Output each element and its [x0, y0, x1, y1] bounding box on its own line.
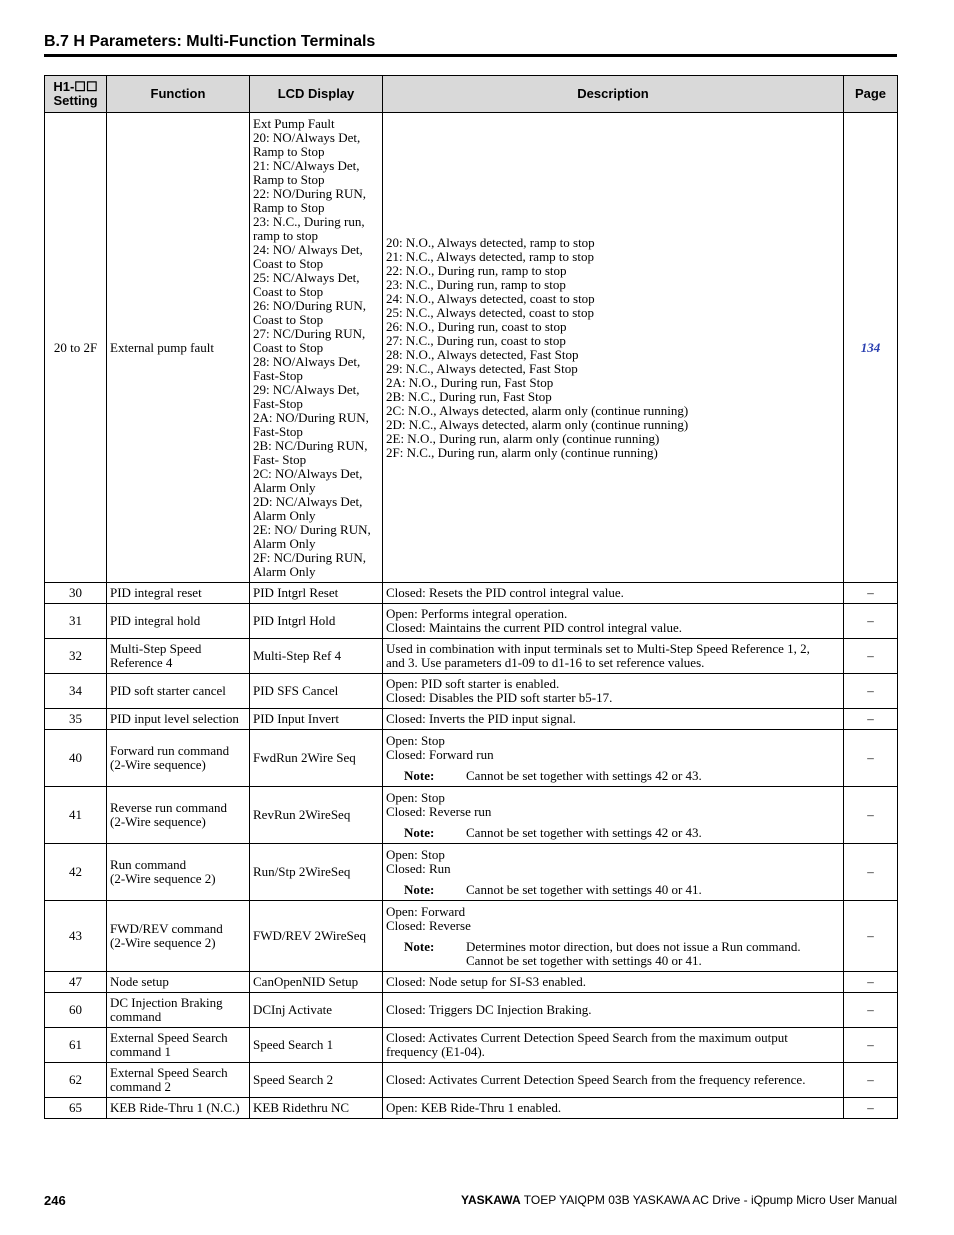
lcd-display-line: Coast to Stop [253, 255, 324, 271]
description-line: 29: N.C., Always detected, Fast Stop [386, 360, 578, 376]
note-block [386, 940, 840, 968]
page-cell: – [844, 787, 898, 844]
lcd-display-line: PID SFS Cancel [253, 683, 339, 698]
description-line: Open: Forward [386, 903, 466, 919]
page-cell: – [844, 583, 898, 604]
setting-cell: 32 [45, 639, 107, 674]
title-rule [44, 54, 897, 57]
table-row [45, 787, 898, 844]
table-row [45, 1063, 898, 1098]
description-line: Closed: Forward run [386, 746, 494, 762]
description-line: Closed: Reverse [386, 917, 471, 933]
lcd-display-cell [250, 604, 383, 639]
function-line: FWD/REV command [110, 921, 223, 936]
header-setting-line-2: Setting [53, 93, 98, 108]
table-row [45, 639, 898, 674]
description-cell [383, 993, 844, 1028]
lcd-display-cell [250, 1098, 383, 1119]
function-cell [107, 1063, 250, 1098]
lcd-display-line: PID Intgrl Reset [253, 585, 339, 600]
description-cell [383, 674, 844, 709]
function-line: (2-Wire sequence) [110, 757, 206, 772]
description-line: frequency (E1-04). [386, 1044, 485, 1059]
setting-cell: 31 [45, 604, 107, 639]
setting-cell: 42 [45, 844, 107, 901]
lcd-display-line: 20: NO/Always Det, [253, 129, 361, 145]
page-cell: – [844, 972, 898, 993]
lcd-display-line: FWD/REV 2WireSeq [253, 928, 366, 943]
function-line: (2-Wire sequence 2) [110, 935, 216, 950]
table-row [45, 844, 898, 901]
header-page: Page [844, 76, 898, 113]
note-label: Note: [404, 938, 435, 954]
description-cell [383, 583, 844, 604]
function-cell [107, 1028, 250, 1063]
description-line: Closed: Node setup for SI-S3 enabled. [386, 974, 587, 989]
note-label: Note: [404, 881, 435, 897]
function-line: Forward run command [110, 743, 230, 758]
setting-cell: 35 [45, 709, 107, 730]
lcd-display-line: 25: NC/Always Det, [253, 269, 360, 285]
description-cell [383, 113, 844, 583]
lcd-display-line: Alarm Only [253, 507, 316, 523]
description-line: 2C: N.O., Always detected, alarm only (continue running) [386, 402, 689, 418]
setting-cell: 60 [45, 993, 107, 1028]
lcd-display-line: 21: NC/Always Det, [253, 157, 360, 173]
lcd-display-line: Ramp to Stop [253, 199, 325, 215]
note-text [466, 940, 840, 968]
lcd-display-line: Alarm Only [253, 563, 316, 579]
description-cell [383, 901, 844, 972]
lcd-display-line: Coast to Stop [253, 339, 324, 355]
lcd-display-cell [250, 1028, 383, 1063]
function-line: Run command [110, 857, 187, 872]
table-row [45, 972, 898, 993]
description-cell [383, 639, 844, 674]
setting-cell: 40 [45, 730, 107, 787]
note-label: Note: [404, 824, 435, 840]
description-cell [383, 1098, 844, 1119]
lcd-display-line: Fast-Stop [253, 423, 303, 439]
description-line: Open: Stop [386, 789, 445, 805]
table-row [45, 1028, 898, 1063]
page-cell: – [844, 639, 898, 674]
function-line: command 2 [110, 1079, 172, 1094]
lcd-display-cell [250, 639, 383, 674]
parameter-table [44, 75, 898, 1119]
page-cell: – [844, 1028, 898, 1063]
function-line: External pump fault [110, 339, 214, 355]
note-block [386, 826, 840, 840]
description-line: Closed: Resets the PID control integral value. [386, 585, 624, 600]
lcd-display-line: KEB Ridethru NC [253, 1100, 350, 1115]
lcd-display-line: FwdRun 2Wire Seq [253, 750, 356, 765]
function-cell [107, 972, 250, 993]
description-line: 2B: N.C., During run, Fast Stop [386, 388, 552, 404]
lcd-display-line: 2F: NC/During RUN, [253, 549, 367, 565]
lcd-display-line: DCInj Activate [253, 1002, 333, 1017]
lcd-display-cell [250, 583, 383, 604]
description-cell [383, 730, 844, 787]
description-line: 21: N.C., Always detected, ramp to stop [386, 248, 594, 264]
lcd-display-line: Coast to Stop [253, 311, 324, 327]
table-row [45, 993, 898, 1028]
function-cell [107, 901, 250, 972]
lcd-display-line: 2A: NO/During RUN, [253, 409, 369, 425]
header-function: Function [107, 76, 250, 113]
lcd-display-line: 22: NO/During RUN, [253, 185, 367, 201]
function-line: External Speed Search [110, 1065, 228, 1080]
lcd-display-line: Alarm Only [253, 535, 316, 551]
function-cell [107, 639, 250, 674]
function-cell [107, 1098, 250, 1119]
table-row [45, 604, 898, 639]
setting-cell: 34 [45, 674, 107, 709]
page-cell: – [844, 1063, 898, 1098]
function-line: PID integral hold [110, 613, 201, 628]
lcd-display-line: Speed Search 2 [253, 1072, 334, 1087]
note-block [386, 769, 840, 783]
function-line: DC Injection Braking [110, 995, 223, 1010]
description-cell [383, 787, 844, 844]
lcd-display-line: Fast-Stop [253, 395, 303, 411]
setting-cell: 30 [45, 583, 107, 604]
lcd-display-cell [250, 787, 383, 844]
function-cell [107, 787, 250, 844]
function-cell [107, 674, 250, 709]
description-line: 2A: N.O., During run, Fast Stop [386, 374, 554, 390]
note-block [386, 883, 840, 897]
function-line: (2-Wire sequence) [110, 814, 206, 829]
page-cell: – [844, 709, 898, 730]
lcd-display-line: Ramp to Stop [253, 171, 325, 187]
lcd-display-cell [250, 901, 383, 972]
header-setting-line-1: H1-☐☐ [53, 79, 98, 94]
table-row [45, 674, 898, 709]
page-cell: – [844, 844, 898, 901]
setting-cell: 43 [45, 901, 107, 972]
description-line: Closed: Disables the PID soft starter b5-17. [386, 690, 613, 705]
lcd-display-cell [250, 674, 383, 709]
function-line: External Speed Search [110, 1030, 228, 1045]
header-setting [45, 76, 107, 113]
function-line: (2-Wire sequence 2) [110, 871, 216, 886]
lcd-display-cell [250, 1063, 383, 1098]
page-cell: – [844, 730, 898, 787]
function-cell [107, 844, 250, 901]
page-cell: – [844, 1098, 898, 1119]
section-title: B.7 H Parameters: Multi-Function Terminals [44, 33, 376, 50]
description-line: 2F: N.C., During run, alarm only (continue running) [386, 444, 658, 460]
lcd-display-line: Fast-Stop [253, 367, 303, 383]
setting-cell: 20 to 2F [45, 113, 107, 583]
note-line: Cannot be set together with settings 42 or 43. [466, 767, 702, 783]
setting-cell: 61 [45, 1028, 107, 1063]
table-row [45, 730, 898, 787]
function-line: Reverse run command [110, 800, 227, 815]
page-cell [844, 113, 898, 583]
lcd-display-cell [250, 113, 383, 583]
table-body [45, 113, 898, 1119]
description-line: 25: N.C., Always detected, coast to stop [386, 304, 594, 320]
note-text [466, 883, 840, 897]
table-row [45, 583, 898, 604]
table-row [45, 709, 898, 730]
description-line: Open: Stop [386, 846, 445, 862]
lcd-display-line: 29: NC/Always Det, [253, 381, 360, 397]
description-line: 22: N.O., During run, ramp to stop [386, 262, 567, 278]
note-label: Note: [404, 767, 435, 783]
lcd-display-line: 27: NC/During RUN, [253, 325, 366, 341]
footer-document-name: TOEP YAIQPM 03B YASKAWA AC Drive - iQpump Micro User Manual [523, 1193, 897, 1207]
table-row [45, 113, 898, 583]
description-cell [383, 972, 844, 993]
description-line: 28: N.O., Always detected, Fast Stop [386, 346, 579, 362]
description-cell [383, 844, 844, 901]
lcd-display-line: Multi-Step Ref 4 [253, 648, 342, 663]
lcd-display-line: 2E: NO/ During RUN, [253, 521, 371, 537]
lcd-display-line: 2B: NC/During RUN, [253, 437, 368, 453]
table-header-row [45, 76, 898, 113]
function-cell [107, 113, 250, 583]
page-cell: – [844, 604, 898, 639]
function-cell [107, 730, 250, 787]
page-cell: – [844, 901, 898, 972]
lcd-display-line: 2D: NC/Always Det, [253, 493, 363, 509]
lcd-display-cell [250, 993, 383, 1028]
page-number: 246 [44, 1193, 66, 1208]
function-line: PID input level selection [110, 711, 239, 726]
lcd-display-cell [250, 972, 383, 993]
description-line: Closed: Activates Current Detection Speed Search from the maximum output [386, 1030, 788, 1045]
setting-cell: 65 [45, 1098, 107, 1119]
function-cell [107, 604, 250, 639]
page-reference-link[interactable]: 134 [860, 339, 881, 355]
description-line: Open: PID soft starter is enabled. [386, 676, 560, 691]
lcd-display-line: Ramp to Stop [253, 143, 325, 159]
lcd-display-line: CanOpenNID Setup [253, 974, 359, 989]
lcd-display-line: RevRun 2WireSeq [253, 807, 351, 822]
table-row [45, 901, 898, 972]
description-line: 27: N.C., During run, coast to stop [386, 332, 566, 348]
function-line: Reference 4 [110, 655, 173, 670]
lcd-display-line: PID Input Invert [253, 711, 339, 726]
description-line: 2D: N.C., Always detected, alarm only (continue running) [386, 416, 689, 432]
description-line: Used in combination with input terminals set to Multi-Step Speed Reference 1, 2, [386, 641, 810, 656]
function-cell [107, 583, 250, 604]
description-line: 26: N.O., During run, coast to stop [386, 318, 567, 334]
description-line: Closed: Activates Current Detection Speed Search from the frequency reference. [386, 1072, 806, 1087]
description-line: Closed: Triggers DC Injection Braking. [386, 1002, 592, 1017]
description-line: 2E: N.O., During run, alarm only (continue running) [386, 430, 660, 446]
lcd-display-line: ramp to stop [253, 227, 318, 243]
note-text [466, 769, 840, 783]
setting-cell: 62 [45, 1063, 107, 1098]
table-row [45, 1098, 898, 1119]
function-line: PID integral reset [110, 585, 202, 600]
lcd-display-line: Ext Pump Fault [253, 115, 335, 131]
description-line: Closed: Maintains the current PID control integral value. [386, 620, 683, 635]
description-line: Open: Performs integral operation. [386, 606, 568, 621]
setting-cell: 47 [45, 972, 107, 993]
header-lcd-display: LCD Display [250, 76, 383, 113]
description-line: Open: KEB Ride-Thru 1 enabled. [386, 1100, 562, 1115]
lcd-display-line: 26: NO/During RUN, [253, 297, 367, 313]
description-line: 20: N.O., Always detected, ramp to stop [386, 234, 595, 250]
description-line: Closed: Run [386, 860, 451, 876]
description-line: Open: Stop [386, 732, 445, 748]
description-cell [383, 604, 844, 639]
description-line: Closed: Inverts the PID input signal. [386, 711, 576, 726]
function-line: Node setup [110, 974, 169, 989]
lcd-display-line: 28: NO/Always Det, [253, 353, 361, 369]
description-line: and 3. Use parameters d1-09 to d1-16 to set reference values. [386, 655, 705, 670]
lcd-display-line: PID Intgrl Hold [253, 613, 336, 628]
note-text [466, 826, 840, 840]
lcd-display-line: Speed Search 1 [253, 1037, 334, 1052]
lcd-display-line: Fast- Stop [253, 451, 307, 467]
lcd-display-cell [250, 730, 383, 787]
footer-brand: YASKAWA [461, 1193, 521, 1207]
lcd-display-cell [250, 844, 383, 901]
lcd-display-line: 24: NO/ Always Det, [253, 241, 363, 257]
note-line: Cannot be set together with settings 42 or 43. [466, 824, 702, 840]
description-line: Closed: Reverse run [386, 803, 492, 819]
lcd-display-line: Coast to Stop [253, 283, 324, 299]
description-cell [383, 1028, 844, 1063]
footer-document-title [461, 1193, 897, 1207]
function-line: command [110, 1009, 162, 1024]
page-cell: – [844, 674, 898, 709]
lcd-display-line: 2C: NO/Always Det, [253, 465, 363, 481]
description-cell [383, 709, 844, 730]
lcd-display-line: Run/Stp 2WireSeq [253, 864, 351, 879]
function-line: PID soft starter cancel [110, 683, 226, 698]
description-line: 24: N.O., Always detected, coast to stop [386, 290, 595, 306]
lcd-display-line: Alarm Only [253, 479, 316, 495]
setting-cell: 41 [45, 787, 107, 844]
function-line: Multi-Step Speed [110, 641, 202, 656]
function-line: KEB Ride-Thru 1 (N.C.) [110, 1100, 240, 1115]
description-line: 23: N.C., During run, ramp to stop [386, 276, 566, 292]
function-line: command 1 [110, 1044, 172, 1059]
lcd-display-line: 23: N.C., During run, [253, 213, 365, 229]
header-description: Description [383, 76, 844, 113]
description-cell [383, 1063, 844, 1098]
lcd-display-cell [250, 709, 383, 730]
note-line: Cannot be set together with settings 40 or 41. [466, 881, 702, 897]
page-cell: – [844, 993, 898, 1028]
note-line: Determines motor direction, but does not issue a Run command. [466, 938, 801, 954]
function-cell [107, 709, 250, 730]
function-cell [107, 993, 250, 1028]
note-line: Cannot be set together with settings 40 or 41. [466, 952, 702, 968]
